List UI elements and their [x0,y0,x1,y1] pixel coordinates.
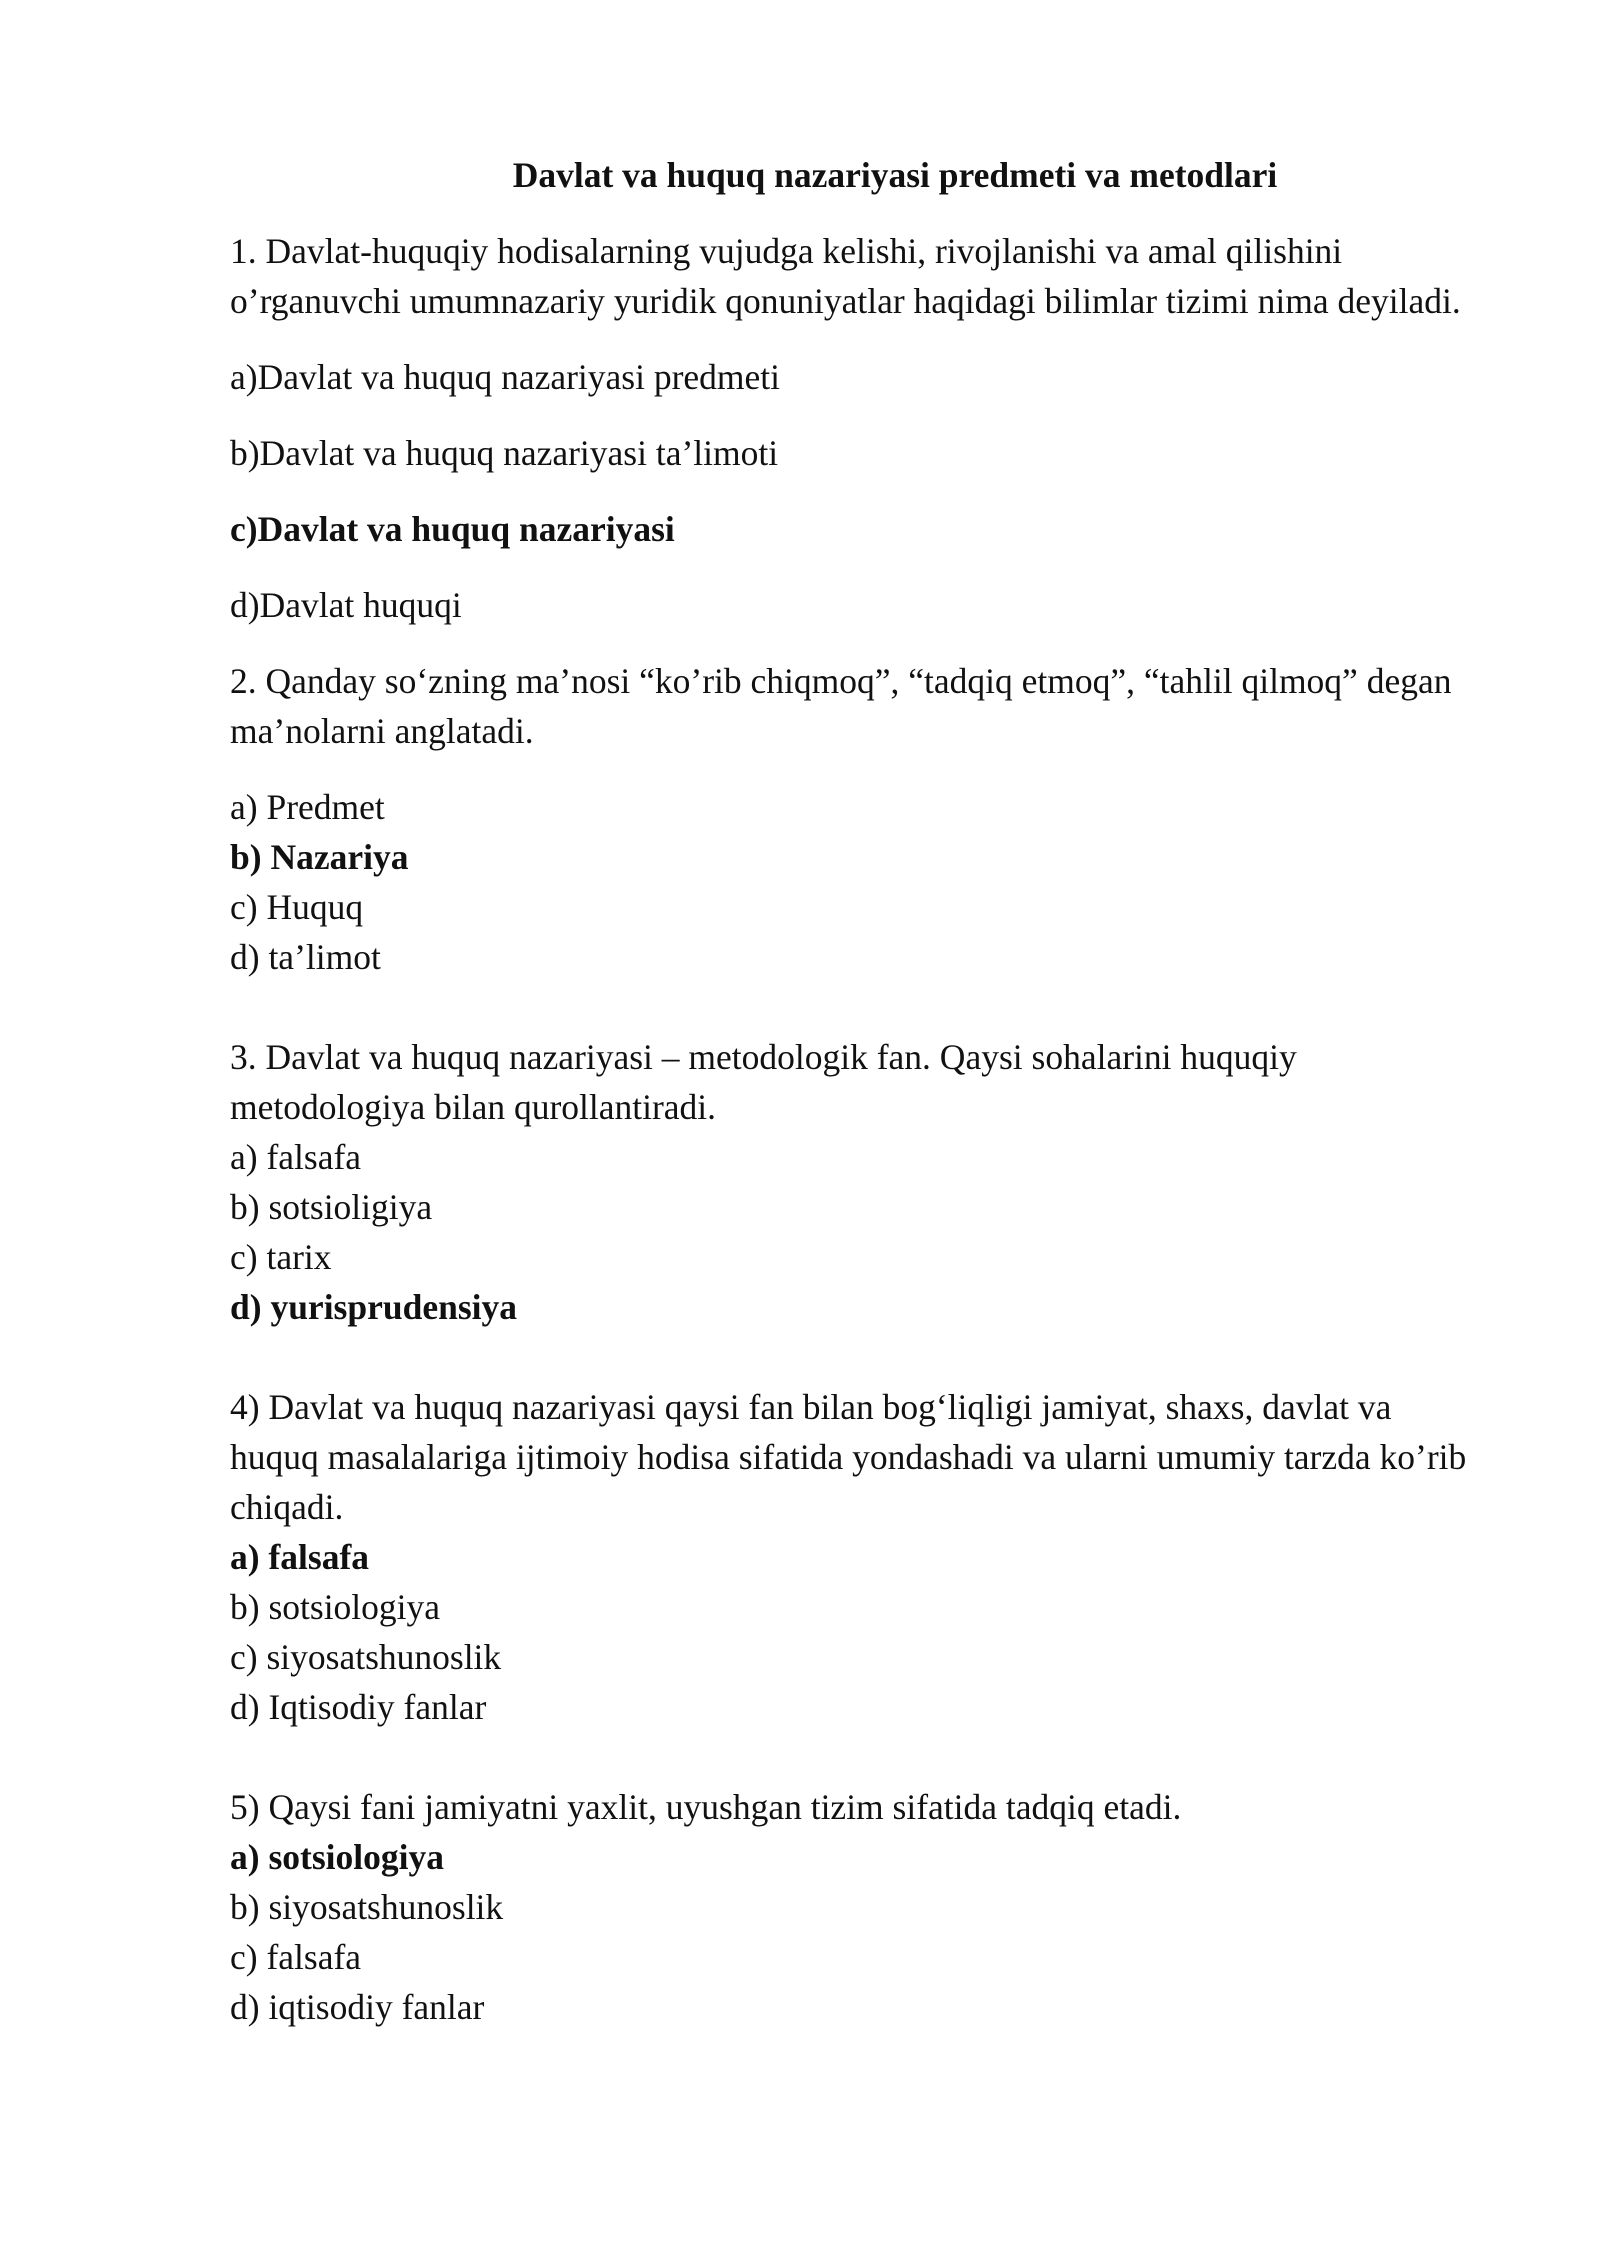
question-3 [230,1032,1470,1332]
question-text: 2. Qanday so‘zning ma’nosi “ko’rib chiqmoq”, “tadqiq etmoq”, “tahlil qilmoq” degan ma’nolarni anglatadi. [230,661,1452,751]
option-a: a) Predmet [230,787,385,827]
option-a: a) falsafa [230,1137,362,1177]
question-1 [230,226,1470,630]
option-b: b) sotsioligiya [230,1187,433,1227]
option-d: d) Iqtisodiy fanlar [230,1687,487,1727]
option-b: b)Davlat va huquq nazariyasi ta’limoti [230,433,779,473]
question-text: 1. Davlat-huquqiy hodisalarning vujudga kelishi, rivojlanishi va amal qilishini o’rganuvchi umumnazariy yuridik qonuniyatlar haqidagi bilimlar tizimi nima deyiladi. [230,231,1461,321]
option-c: c) falsafa [230,1937,362,1977]
question-5 [230,1782,1470,2032]
question-2 [230,656,1470,982]
option-a: a)Davlat va huquq nazariyasi predmeti [230,357,781,397]
option-c: c) siyosatshunoslik [230,1637,502,1677]
option-b: b) sotsiologiya [230,1587,441,1627]
question-4 [230,1382,1470,1732]
blank-line [230,1732,1470,1782]
option-b: b) siyosatshunoslik [230,1887,504,1927]
question-text: 4) Davlat va huquq nazariyasi qaysi fan bilan bog‘liqligi jamiyat, shaxs, davlat va huquq masalalariga ijtimoiy hodisa sifatida yondashadi va ularni umumiy tarzda ko’rib chiqadi. [230,1387,1467,1527]
option-b-correct: b) Nazariya [230,837,409,877]
blank-line [230,982,1470,1032]
option-c: c) tarix [230,1237,332,1277]
option-c-correct: c)Davlat va huquq nazariyasi [230,509,675,549]
option-a-correct: a) falsafa [230,1537,370,1577]
option-d: d) ta’limot [230,937,381,977]
option-d: d) iqtisodiy fanlar [230,1987,485,2027]
question-text: 5) Qaysi fani jamiyatni yaxlit, uyushgan tizim sifatida tadqiq etadi. [230,1787,1182,1827]
option-d: d)Davlat huquqi [230,585,462,625]
document-title: Davlat va huquq nazariyasi predmeti va metodlari [512,155,1278,195]
option-c: c) Huquq [230,887,364,927]
question-text: 3. Davlat va huquq nazariyasi – metodologik fan. Qaysi sohalarini huquqiy metodologiya bilan qurollantiradi. [230,1037,1297,1127]
blank-line [230,1332,1470,1382]
option-a-correct: a) sotsiologiya [230,1837,444,1877]
document-content [230,150,1470,2032]
option-d-correct: d) yurisprudensiya [230,1287,518,1327]
